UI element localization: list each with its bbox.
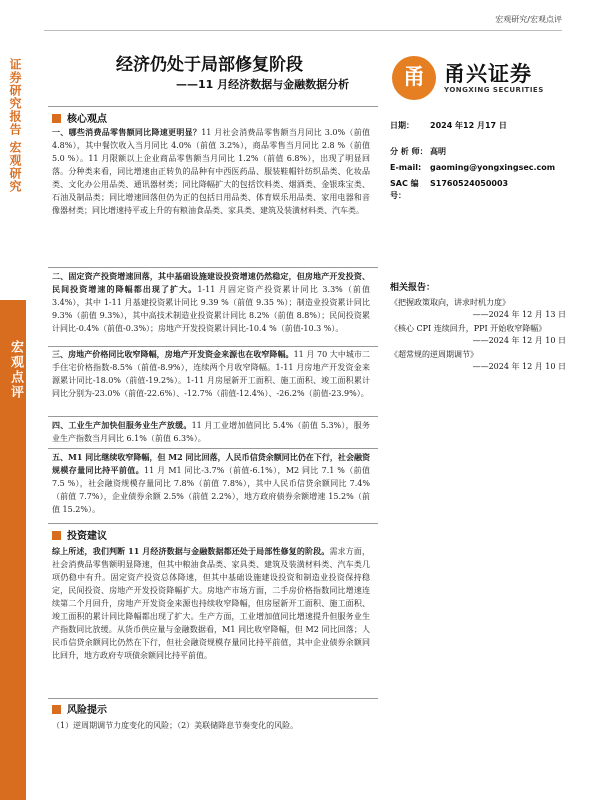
divider xyxy=(48,346,378,347)
invest-paragraph: 综上所述，我们判断 11 月经济数据与金融数据都还处于局部性修复的阶段。需求方面，社会消费品零售额明显降速，但其中粮油食品类、家具类、建筑及装潢材料类、汽车类几项仍稳中有升。固定资产投资总体降速，但其中基础设施建设投资和制造业投资保持稳定，民间投资、房地产开发投资降幅扩大。房地产市场方面，二手房价格指数同比增速连续第二个月回升，房地产开发资金来源也持续收窄降幅，但房屋新开工面积、施工面积、竣工面积的累计同比降幅都出现了扩大。生产方面，工业增加值同比增速提升但服务业生产指数同比放缓。从货币供应量与金融数据看，M1 同比收窄降幅，但 M2 同比回落；人民币信贷余额同比仍然在下行，但社会融资规模存量同比持平前值，其中企业债券余额同比回升，地方政府专项债余额同比持平前值。 xyxy=(52,546,371,660)
yongxing-logo-icon: 甬 xyxy=(392,56,436,100)
divider xyxy=(48,448,378,449)
risk-text: （1）逆周期调节力度变化的风险；（2）美联储降息节奏变化的风险。 xyxy=(52,721,299,730)
section-marker-icon xyxy=(52,114,61,123)
core-paragraph-2: 二、固定资产投资增速回落，其中基础设施建设投资增速仍然稳定，但房地产开发投资、民间投资增速的降幅都出现了扩大。1-11 月固定资产投资累计同比 3.3%（前值 3.4%），其中 1-11 月基建投资累计同比 9.39 %（前值 9.35 %）；制造业投资累计同比 9.3%（前值 9.3%），其中高技术制造业投资累计同比 8.2%（前值 8.8%）；民间投资累计同比-0.4%（前值-0.3%）；房地产开发投资累计同比-10.4 %（前值-10.3 %）。 xyxy=(52,271,370,333)
sidebar-orange-band xyxy=(0,300,26,800)
report-date: 2024 年12 月17 日 xyxy=(430,121,507,130)
sac-number: S1760524050003 xyxy=(430,179,509,188)
section-core-heading: 核心观点 xyxy=(52,110,107,125)
divider xyxy=(48,523,378,524)
divider xyxy=(48,416,378,417)
related-report-date: ——2024 年 12 月 10 日 xyxy=(472,336,566,345)
logo-name-cn: 甬兴证券 xyxy=(444,62,532,86)
meta-panel: 日期： 2024 年12 月17 日 分 析 师： 高明 E-mail: gaoming@yongxingsec.com SAC 编号： S1760524050003 xyxy=(390,120,566,206)
related-report-link[interactable]: 《把握政策取向，讲求时机力度》 xyxy=(390,298,510,307)
logo-name-en: YONGXING SECURITIES xyxy=(444,86,544,94)
sidebar-bottom-text: 宏观点评 xyxy=(8,340,23,400)
core-paragraph-1: 一、哪些消费品零售额同比降速更明显？11 月社会消费品零售额当月同比 3.0%（前值 4.8%），其中餐饮收入当月同比 4.0%（前值 3.2%），商品零售当月同比 2.8 %（前值 5.0 %）。11 月限额以上企业商品零售额当月同比 1.2%（前值 6.8%），出现了明显回落。分种类来看，同比增速由正转负的品种有中西医药品、服装鞋帽针纺织品类、化妆品类、文化办公用品类、通讯器材类；同比降幅扩大的包括饮料类、烟酒类、金银珠宝类、石油及制品类；同比增速回落但仍为正的包括日用品类、体育娱乐用品类、家用电器和音像器材类；同比增速持平或上升的有粮油食品类、家具类、建筑及装潢材料类、汽车类。 xyxy=(52,127,370,215)
report-category-tag: 宏观研究/宏观点评 xyxy=(495,15,562,24)
related-report-link[interactable]: 《超常规的逆周期调节》 xyxy=(390,350,478,359)
sidebar-top-text: 证券研究报告 宏观研究 xyxy=(8,58,22,194)
sidebar-top xyxy=(0,0,26,330)
section-marker-icon xyxy=(52,531,61,540)
analyst-name: 高明 xyxy=(430,147,446,156)
report-subtitle: ——11 月经济数据与金融数据分析 xyxy=(176,78,350,91)
related-report-date: ——2024 年 12 月 10 日 xyxy=(472,362,566,371)
related-reports-heading: 相关报告： xyxy=(390,283,436,293)
divider xyxy=(48,698,378,699)
related-report-link[interactable]: 《核心 CPI 连续回升，PPI 开始收窄降幅》 xyxy=(390,324,547,333)
analyst-email: gaoming@yongxingsec.com xyxy=(430,163,556,172)
divider xyxy=(48,267,378,268)
core-paragraph-5: 五、M1 同比继续收窄降幅，但 M2 同比回落，人民币信贷余额同比仍在下行，社会融资规模存量同比持平前值。11 月 M1 同比-3.7%（前值-6.1%），M2 同比 7.1 %（前值 7.5 %），社会融资规模存量同比 7.8%（前值 7.8%），其中人民币信贷余额同比 7.4%（前值 7.7%），企业债券余额 2.5%（前值 2.2%），地方政府债券余额增速 15.2%（前值 15.2%）。 xyxy=(52,452,370,514)
section-invest-heading: 投资建议 xyxy=(52,527,107,542)
related-report-date: ——2024 年 12 月 13 日 xyxy=(472,310,566,319)
divider xyxy=(48,106,378,107)
section-risk-heading: 风险提示 xyxy=(52,701,107,716)
related-reports xyxy=(390,280,566,375)
section-marker-icon xyxy=(52,705,61,714)
core-paragraph-3: 三、房地产价格同比收窄降幅，房地产开发资金来源也在收窄降幅。11 月 70 大中城市二手住宅价格指数-8.5%（前值-8.9%），连续两个月收窄降幅。1-11 月房地产开发资金来源累计同比-18.0%（前值-19.2%）。1-11 月房屋新开工面积、施工面积、竣工面积累计同比分别为-23.0%（前值-22.6%）、-12.7%（前值-12.4%）、-26.2%（前值-23.9%）。 xyxy=(52,349,370,398)
report-title: 经济仍处于局部修复阶段 xyxy=(116,55,303,75)
core-paragraph-4: 四、工业生产加快但服务业生产放缓。11 月工业增加值同比 5.4%（前值 5.3%），服务业生产指数当月同比 6.1%（前值 6.3%）。 xyxy=(52,420,370,443)
header-divider xyxy=(44,30,562,31)
